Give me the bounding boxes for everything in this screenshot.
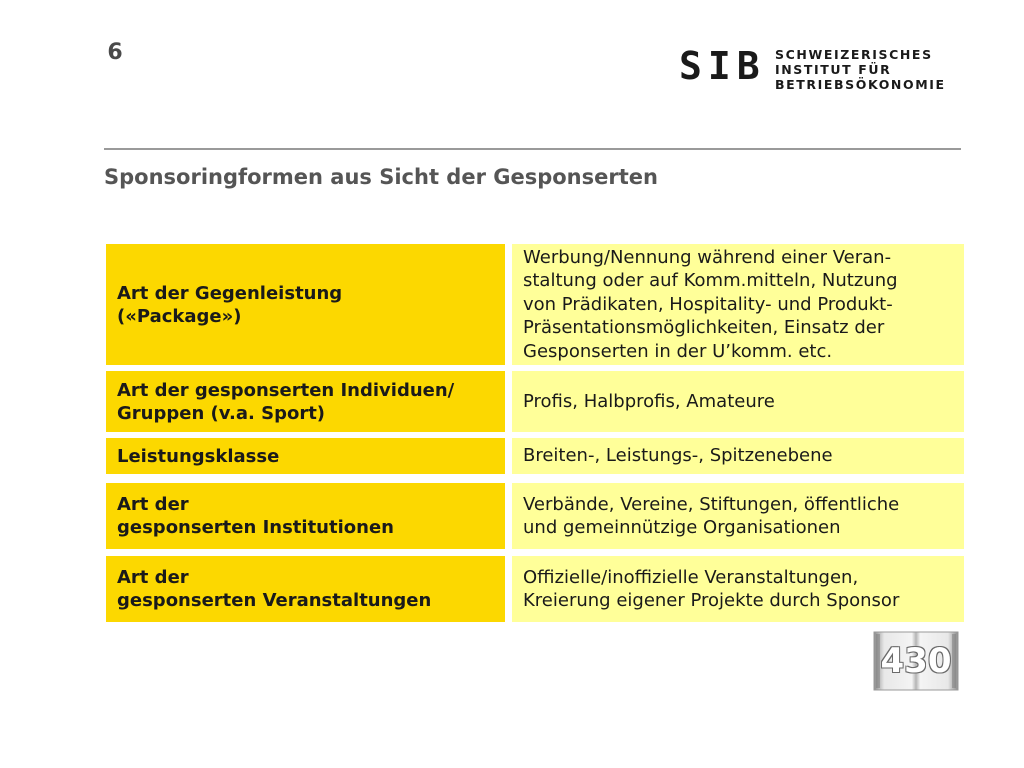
row-value-text: Profis, Halbprofis, Amateure bbox=[523, 390, 775, 412]
table-row bbox=[106, 556, 964, 622]
institute-name-line-3: BETRIEBSÖKONOMIE bbox=[775, 77, 946, 92]
row-label-text: Leistungsklasse bbox=[117, 445, 280, 467]
row-value-text: Verbände, Vereine, Stiftungen, öffentliche und gemeinnützige Organisationen bbox=[523, 493, 900, 538]
chapter-number: 6 bbox=[107, 40, 123, 65]
institute-name-line-1: SCHWEIZERISCHES bbox=[775, 47, 933, 62]
row-label bbox=[106, 438, 505, 474]
row-value bbox=[512, 244, 964, 365]
table-row bbox=[106, 244, 964, 365]
row-label bbox=[106, 371, 505, 432]
row-value-text: Breiten-, Leistungs-, Spitzenebene bbox=[523, 445, 833, 467]
page-number-badge bbox=[873, 630, 959, 692]
row-value bbox=[512, 556, 964, 622]
institute-name-line-2: INSTITUT FÜR bbox=[775, 62, 892, 77]
row-label-text: Art der gesponserten Veranstaltungen bbox=[117, 567, 432, 611]
row-label-text: Art der Gegenleistung («Package») bbox=[117, 282, 343, 327]
row-label bbox=[106, 483, 505, 549]
row-label bbox=[106, 244, 505, 365]
row-value-text: Werbung/Nennung während einer Veran- staltung oder auf Komm.mitteln, Nutzung von Prädikaten, Hospitality- und Produkt- Präsentationsmöglichkeiten, Einsatz der Gesponserten in der U’komm. etc. bbox=[523, 246, 898, 362]
table-row bbox=[106, 371, 964, 432]
row-value bbox=[512, 371, 964, 432]
row-label-text: Art der gesponserten Institutionen bbox=[117, 494, 394, 538]
row-value bbox=[512, 438, 964, 474]
table-row bbox=[106, 438, 964, 474]
header-divider bbox=[104, 148, 961, 150]
row-label bbox=[106, 556, 505, 622]
table-row bbox=[106, 483, 964, 549]
institute-name bbox=[775, 47, 946, 92]
page-number: 430 bbox=[880, 641, 952, 681]
row-label-text: Art der gesponserten Individuen/ Gruppen (v.a. Sport) bbox=[117, 379, 455, 424]
row-value-text: Offizielle/inoffizielle Veranstaltungen, Kreierung eigener Projekte durch Sponsor bbox=[523, 566, 900, 611]
row-value bbox=[512, 483, 964, 549]
slide-title: Sponsoringformen aus Sicht der Gesponserten bbox=[104, 165, 658, 189]
sib-logo: SIB bbox=[679, 44, 766, 88]
